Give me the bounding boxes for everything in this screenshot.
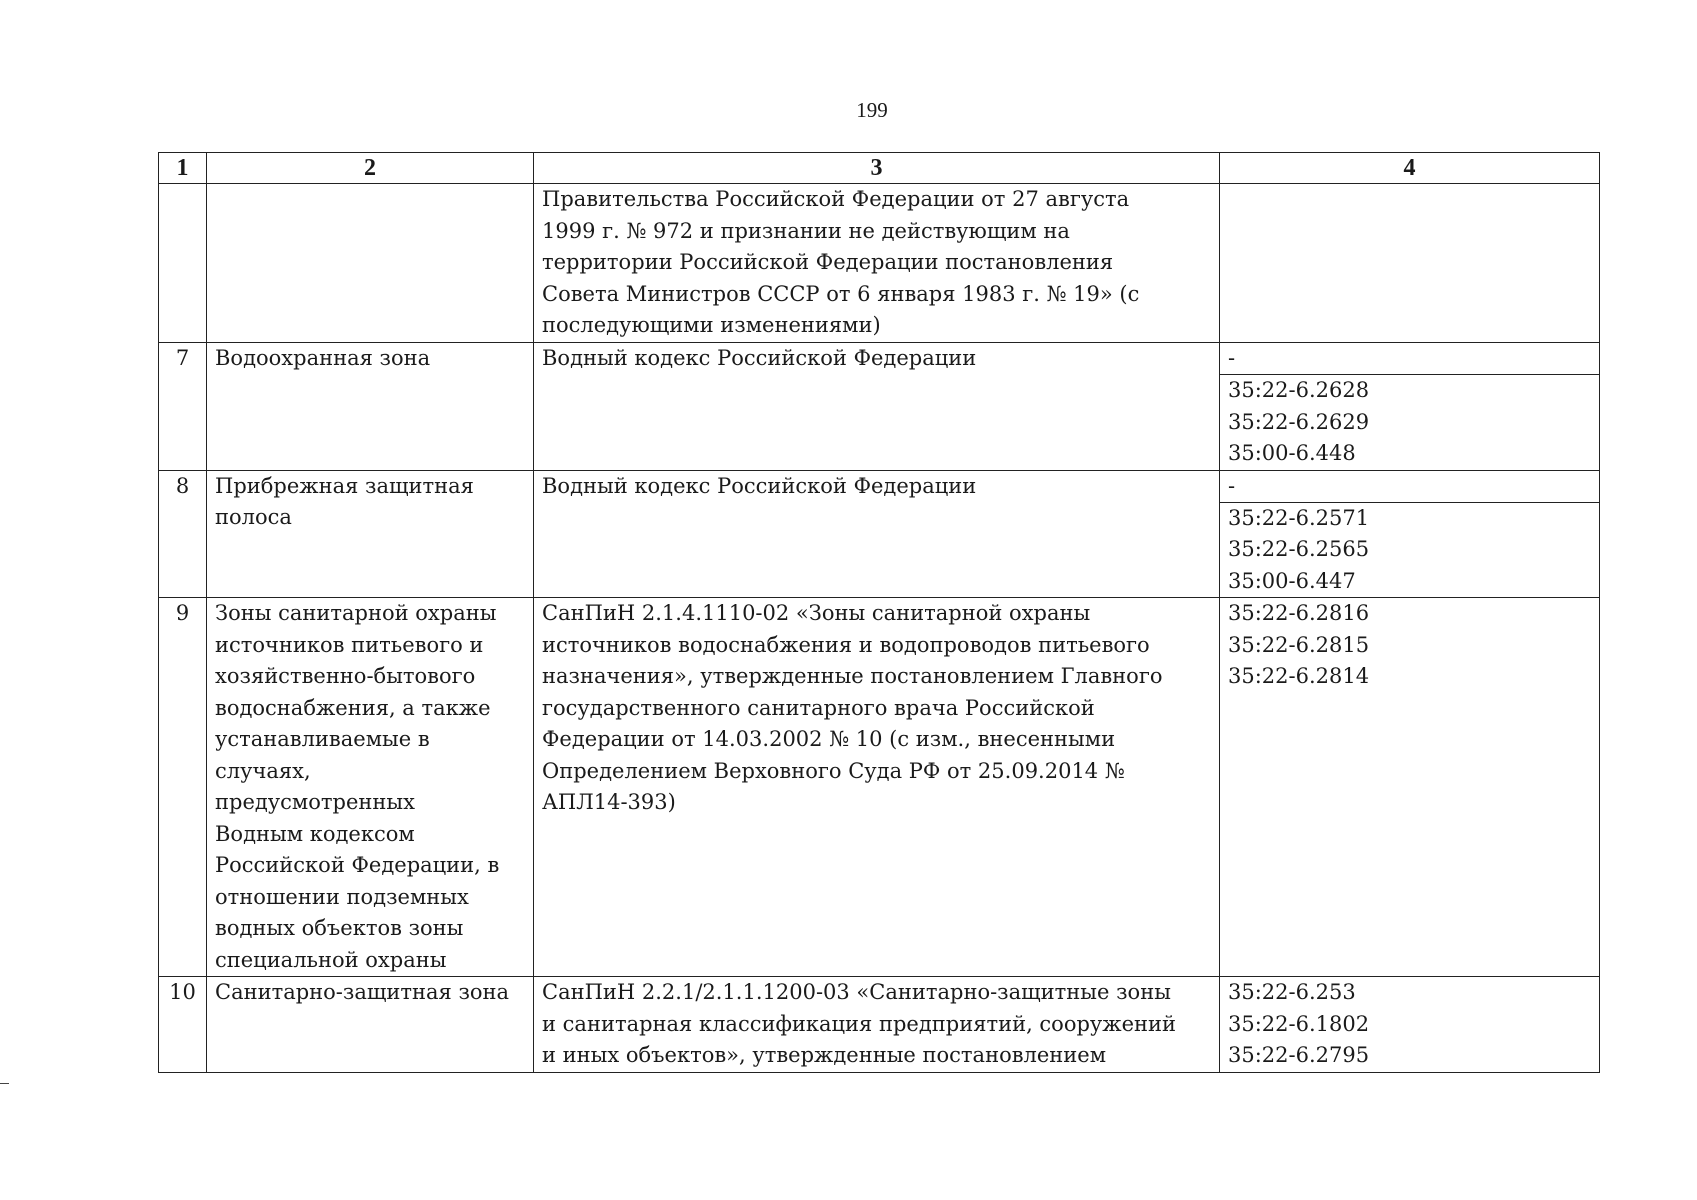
page-number: 199 (856, 98, 888, 122)
cell-document (534, 977, 1220, 1073)
text-line: 1999 г. № 972 и признании не действующим на (542, 218, 1070, 243)
text-line: Правительства Российской Федерации от 27 августа (542, 187, 1130, 211)
cell-name (207, 598, 534, 977)
text-line: предусмотренных (215, 790, 415, 814)
text-line: государственного санитарного врача Российской (542, 695, 1095, 720)
code-line: 35:22-6.2795 (1228, 1043, 1370, 1067)
code-line: 35:22-6.2565 (1228, 537, 1370, 561)
cell-document (534, 343, 1220, 471)
text-line: СанПиН 2.1.4.1110-02 «Зоны санитарной охраны (542, 601, 1091, 625)
cell-num: 7 (159, 343, 207, 471)
table-row-7 (159, 343, 1600, 471)
code-line: 35:22-6.2571 (1228, 505, 1370, 530)
cell-num: 8 (159, 470, 207, 598)
text-line: хозяйственно-бытового (215, 664, 476, 688)
document-table (158, 152, 1600, 1073)
cell-codes (1220, 470, 1600, 598)
codes-top-subcell: - (1220, 471, 1599, 503)
table-row-8 (159, 470, 1600, 598)
table-row-9 (159, 598, 1600, 977)
header-col-4: 4 (1220, 153, 1600, 184)
code-line: 35:22-6.2815 (1228, 632, 1370, 657)
text-line: и санитарная классификация предприятий, сооружений (542, 1011, 1176, 1036)
text-line: СанПиН 2.2.1/2.1.1.1200-03 «Санитарно-защитные зоны (542, 980, 1171, 1004)
text-line: АПЛ14-393) (542, 790, 676, 814)
code-line: 35:22-6.253 (1228, 980, 1356, 1004)
text-line: специальной охраны (215, 947, 447, 972)
text-line: отношении подземных (215, 884, 469, 909)
cell-document (534, 598, 1220, 977)
text-line: источников водоснабжения и водопроводов питьевого (542, 632, 1150, 657)
cell-num: 9 (159, 598, 207, 977)
codes-top-subcell: - (1220, 343, 1599, 375)
cell-document (534, 184, 1220, 343)
cell-codes (1220, 598, 1600, 977)
cell-codes (1220, 184, 1600, 343)
cell-name (207, 184, 534, 343)
cell-name (207, 977, 534, 1073)
text-line: устанавливаемые в (215, 727, 430, 751)
code-line: 35:22-6.2628 (1228, 378, 1370, 402)
text-line: назначения», утвержденные постановлением Главного (542, 664, 1163, 688)
text-line: Водоохранная зона (215, 346, 431, 370)
text-line: и иных объектов», утвержденные постановлением (542, 1043, 1107, 1067)
table-row-10 (159, 977, 1600, 1073)
text-line: Определением Верховного Суда РФ от 25.09.2014 № (542, 758, 1125, 783)
text-line: последующими изменениями) (542, 313, 881, 337)
text-line: полоса (215, 505, 292, 529)
code-line: 35:22-6.2814 (1228, 664, 1370, 688)
cell-codes (1220, 343, 1600, 471)
table-row-continuation (159, 184, 1600, 343)
cell-document (534, 470, 1220, 598)
text-line: Санитарно-защитная зона (215, 980, 510, 1004)
cell-name (207, 470, 534, 598)
text-line: территории Российской Федерации постановления (542, 250, 1114, 274)
cell-num (159, 184, 207, 343)
text-line: Федерации от 14.03.2002 № 10 (с изм., внесенными (542, 727, 1116, 751)
text-line: источников питьевого и (215, 632, 484, 657)
code-line: 35:22-6.2816 (1228, 601, 1370, 625)
text-line: случаях, (215, 758, 311, 783)
header-col-3: 3 (534, 153, 1220, 184)
text-line: Зоны санитарной охраны (215, 601, 497, 625)
text-line: Водный кодекс Российской Федерации (542, 473, 977, 498)
header-col-1: 1 (159, 153, 207, 184)
text-line: Водный кодекс Российской Федерации (542, 346, 977, 370)
text-line: водных объектов зоны (215, 916, 464, 940)
code-line: 35:00-6.448 (1228, 441, 1356, 465)
code-line: 35:22-6.2629 (1228, 409, 1370, 434)
text-line: Российской Федерации, в (215, 853, 500, 877)
cell-num: 10 (159, 977, 207, 1073)
text-line: водоснабжения, а также (215, 695, 491, 720)
code-line: 35:22-6.1802 (1228, 1011, 1370, 1036)
text-line: Водным кодексом (215, 821, 415, 846)
header-col-2: 2 (207, 153, 534, 184)
cell-name (207, 343, 534, 471)
cell-codes (1220, 977, 1600, 1073)
text-line: Совета Министров СССР от 6 января 1983 г. № 19» (с (542, 281, 1140, 306)
text-line: Прибрежная защитная (215, 473, 474, 498)
header-row (159, 153, 1600, 184)
scan-edge-mark (0, 1083, 9, 1084)
code-line: 35:00-6.447 (1228, 568, 1356, 593)
